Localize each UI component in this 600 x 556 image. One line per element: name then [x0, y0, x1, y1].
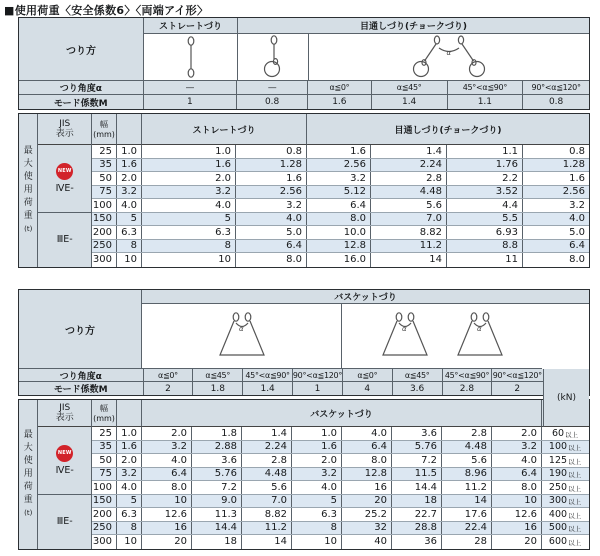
load-value-cell: 22.4 [442, 522, 492, 535]
mode-value-cell: 2.8 [443, 382, 493, 395]
mode-value-cell: 0.8 [237, 95, 308, 109]
capacity-cell: 4.0 [117, 199, 142, 212]
load-value-cell: 4.0 [142, 454, 192, 467]
load-value-cell: 2.0 [292, 454, 342, 467]
table1-rows [92, 145, 589, 267]
load-value-cell: 1.4 [371, 145, 447, 158]
angle-value-cell: α≦45° [393, 369, 443, 382]
load-value-cell: 10.0 [307, 226, 371, 239]
svg-text:α: α [401, 325, 407, 333]
load-value-cell: 4.0 [492, 454, 542, 467]
load-value-cell: 2.24 [371, 159, 447, 172]
load-value-cell: 1.6 [236, 172, 307, 185]
load-value-cell: 8.0 [142, 481, 192, 494]
width-cell: 300 [92, 253, 117, 267]
choke-sling-pair-icon [394, 35, 504, 79]
load-value-cell: 12.8 [307, 240, 371, 253]
new-badge: NEW [56, 163, 73, 180]
capacity-header-blank [117, 400, 142, 427]
jis-class-iv: NEW ⅣE- [38, 145, 91, 213]
load-value-cell: 2.2 [447, 172, 523, 185]
angle-row [19, 369, 589, 382]
table2-body-block [18, 399, 590, 550]
table1-body-block [18, 113, 590, 268]
angle-value-cell: 90°<α≦120° [523, 81, 589, 95]
load-value-cell: 5.0 [569, 226, 585, 238]
load-value-cell: 10 [492, 495, 542, 508]
angle-value-cell: α≦0° [343, 369, 393, 382]
load-value-cell: 2.24 [242, 441, 292, 454]
load-value-cell: 11.2 [371, 240, 447, 253]
mode-value-cell: 1.1 [448, 95, 524, 109]
load-value-cell: 12.8 [342, 468, 392, 481]
choke-sling-icon [258, 35, 288, 79]
load-value-cell: 10 [142, 495, 192, 508]
width-cell: 75 [92, 186, 117, 199]
mode-row [19, 382, 589, 395]
load-value-cell: 20 [142, 535, 192, 549]
capacity-cell: 1.0 [117, 145, 142, 158]
load-value-cell: 14.4 [392, 481, 442, 494]
load-value-cell: 8 [292, 522, 342, 535]
load-value-cell: 3.6 [392, 427, 442, 440]
load-value-cell: 14 [242, 535, 292, 549]
choke-column-header: 目通しづり(チョークづり) [238, 18, 589, 34]
angle-value-cell: ― [144, 81, 238, 95]
load-value-cell: 8.8 [447, 240, 523, 253]
capacity-header-blank [117, 114, 142, 145]
kn-value-cell: 190 以上 [548, 468, 582, 480]
load-value-cell: 6.4 [492, 468, 542, 481]
load-value-cell: 2.56 [307, 159, 371, 172]
table-row [92, 145, 589, 159]
load-value-cell: 16.0 [307, 253, 371, 267]
mode-row [19, 95, 589, 109]
load-value-cell: 18 [192, 535, 242, 549]
angle-header: つり角度α [19, 81, 144, 95]
table-row [92, 240, 589, 254]
jis-class-iii: ⅢE- [56, 234, 73, 245]
load-value-cell: 1.4 [242, 427, 292, 440]
capacity-cell: 2.0 [117, 454, 142, 467]
page-title: ■使用荷重〈安全係数6〉〈両端アイ形〉 [4, 4, 209, 17]
load-value-cell: 3.2 [142, 186, 236, 199]
load-value-cell: 6.93 [447, 226, 523, 239]
jis-display-header: JIS 表示 [38, 400, 91, 427]
angle-value-cell: 90°<α≦120° [492, 369, 542, 382]
load-value-cell: 18 [392, 495, 442, 508]
table1-body-header [92, 114, 589, 145]
capacity-cell: 1.6 [117, 159, 142, 172]
mode-value-cell: 1.8 [193, 382, 243, 395]
table-row [92, 186, 589, 200]
mode-value-cell: 2 [492, 382, 542, 395]
width-cell: 100 [92, 481, 117, 494]
table2-header-block [18, 289, 590, 396]
load-value-cell: 10 [142, 253, 236, 267]
basket-pair-cell [342, 304, 542, 369]
load-value-cell: 14 [442, 495, 492, 508]
load-value-cell: 0.8 [236, 145, 307, 158]
straight-sling-icon [181, 36, 201, 78]
load-value-cell: 8.0 [342, 454, 392, 467]
basket-sling-pair-icon [375, 311, 510, 361]
load-value-cell: 3.2 [307, 172, 371, 185]
capacity-cell: 3.2 [117, 468, 142, 481]
load-value-cell: 1.1 [447, 145, 523, 158]
angle-value-cell: 90°<α≦120° [293, 369, 343, 382]
jis-class-iii: ⅢE- [56, 516, 73, 527]
load-value-cell: 8.82 [371, 226, 447, 239]
load-value-cell: 5.12 [307, 186, 371, 199]
capacity-cell: 6.3 [117, 508, 142, 521]
load-value-cell: 1.28 [236, 159, 307, 172]
load-value-cell: 8.0 [492, 481, 542, 494]
load-value-cell: 1.8 [192, 427, 242, 440]
load-value-cell: 7.0 [242, 495, 292, 508]
jis-display-header: JIS 表示 [38, 114, 91, 145]
mode-value-cell: 2 [144, 382, 194, 395]
mode-value-cell: 1.4 [243, 382, 293, 395]
load-value-cell: 4.0 [569, 213, 585, 225]
capacity-cell: 5 [117, 495, 142, 508]
load-value-cell: 2.8 [442, 427, 492, 440]
width-cell: 150 [92, 495, 117, 508]
angle-row [19, 81, 589, 95]
load-value-cell: 11.2 [242, 522, 292, 535]
load-value-cell: 5 [292, 495, 342, 508]
load-value-cell: 3.2 [569, 199, 585, 211]
load-value-cell: 6.3 [142, 226, 236, 239]
width-header: 幅(mm) [92, 114, 117, 145]
width-cell: 50 [92, 172, 117, 185]
load-value-cell: 4.0 [236, 213, 307, 226]
load-value-cell: 1.6 [142, 159, 236, 172]
straight-sling-cell [144, 34, 238, 81]
choke-group-header: 目通しづり(チョークづり) [307, 114, 589, 145]
capacity-cell: 3.2 [117, 186, 142, 199]
load-value-cell: 7.2 [392, 454, 442, 467]
load-value-cell: 5.6 [371, 199, 447, 212]
load-value-cell: 10 [292, 535, 342, 549]
kn-value-cell: 300 以上 [548, 495, 582, 507]
svg-text:α: α [476, 325, 482, 333]
width-cell: 200 [92, 226, 117, 239]
angle-value-cell: α≦45° [193, 369, 243, 382]
load-value-cell: 2.56 [562, 186, 585, 198]
load-value-cell: 6.4 [569, 240, 585, 252]
table-row [92, 535, 589, 549]
table-row [92, 508, 589, 522]
table-row [92, 495, 589, 509]
load-value-cell: 5.6 [442, 454, 492, 467]
table-row [92, 253, 589, 267]
load-value-cell: 1.6 [569, 172, 585, 184]
svg-text:α: α [238, 325, 244, 333]
load-value-cell: 4.0 [342, 427, 392, 440]
load-value-cell: 6.4 [307, 199, 371, 212]
capacity-cell: 8 [117, 522, 142, 535]
basket-column-header: バスケットづり [142, 290, 589, 304]
angle-header: つり角度α [19, 369, 144, 382]
width-cell: 25 [92, 145, 117, 158]
load-value-cell: 8.0 [236, 253, 307, 267]
load-value-cell: 5.76 [192, 468, 242, 481]
load-value-cell: 8.82 [242, 508, 292, 521]
width-cell: 300 [92, 535, 117, 549]
angle-value-cell: 45°<α≦90° [448, 81, 524, 95]
capacity-cell: 4.0 [117, 481, 142, 494]
width-cell: 25 [92, 427, 117, 440]
load-value-cell: 20 [342, 495, 392, 508]
load-value-cell: 6.3 [292, 508, 342, 521]
table1-header-block [18, 17, 590, 110]
angle-value-cell: ― [237, 81, 308, 95]
load-value-cell: 36 [392, 535, 442, 549]
load-table-basket [18, 289, 590, 550]
angle-value-cell: α≦45° [372, 81, 448, 95]
width-cell: 75 [92, 468, 117, 481]
load-value-cell: 8 [142, 240, 236, 253]
load-value-cell: 8.0 [307, 213, 371, 226]
load-table-straight-choke [18, 17, 590, 268]
hanging-method-label: つり方 [19, 290, 142, 369]
capacity-cell: 1.0 [117, 427, 142, 440]
load-value-cell: 2.56 [236, 186, 307, 199]
load-value-cell: 5.0 [236, 226, 307, 239]
hanging-method-label: つり方 [19, 18, 144, 81]
mode-value-cell: 1.4 [372, 95, 448, 109]
load-value-cell: 4.4 [447, 199, 523, 212]
mode-value-cell: 1 [293, 382, 343, 395]
table2-body-header [92, 400, 589, 427]
load-value-cell: 25.2 [342, 508, 392, 521]
load-value-cell: 28 [442, 535, 492, 549]
load-value-cell: 7.2 [192, 481, 242, 494]
load-value-cell: 22.7 [392, 508, 442, 521]
load-value-cell: 14.4 [192, 522, 242, 535]
angle-value-cell: α≦0° [144, 369, 194, 382]
straight-group-header: ストレートづり [142, 114, 307, 145]
new-badge: NEW [56, 445, 73, 462]
kn-value-cell: 600 以上 [548, 536, 582, 548]
table-row [92, 172, 589, 186]
table-row [92, 441, 589, 455]
load-value-cell: 5.5 [447, 213, 523, 226]
load-value-cell: 4.48 [242, 468, 292, 481]
load-value-cell: 16 [342, 481, 392, 494]
width-cell: 250 [92, 240, 117, 253]
width-cell: 150 [92, 213, 117, 226]
kn-value-cell: 125 以上 [548, 454, 582, 466]
table-row [92, 199, 589, 213]
basket-kn-spacer [542, 304, 589, 369]
load-value-cell: 8.0 [569, 254, 585, 266]
angle-value-cell: α≦0° [308, 81, 372, 95]
capacity-cell: 5 [117, 213, 142, 226]
kn-value-cell: 400 以上 [548, 508, 582, 520]
capacity-cell: 1.6 [117, 441, 142, 454]
load-value-cell: 3.2 [142, 441, 192, 454]
load-value-cell: 2.8 [371, 172, 447, 185]
load-value-cell: 11 [447, 253, 523, 267]
width-cell: 200 [92, 508, 117, 521]
width-cell: 250 [92, 522, 117, 535]
kn-value-cell: 100 以上 [548, 441, 582, 453]
basket-single-cell [142, 304, 342, 369]
capacity-cell: 8 [117, 240, 142, 253]
width-cell: 50 [92, 454, 117, 467]
mode-value-cell: 4 [343, 382, 393, 395]
jis-column [38, 114, 92, 267]
load-value-cell: 3.6 [192, 454, 242, 467]
load-value-cell: 16 [492, 522, 542, 535]
load-value-cell: 3.2 [292, 468, 342, 481]
load-value-cell: 2.0 [142, 427, 192, 440]
jis-class-iv: NEW ⅣE- [38, 427, 91, 495]
angle-value-cell: 45°<α≦90° [443, 369, 493, 382]
load-value-cell: 1.0 [292, 427, 342, 440]
table-row [92, 213, 589, 227]
load-value-cell: 16 [142, 522, 192, 535]
load-value-cell: 6.4 [142, 468, 192, 481]
load-value-cell: 12.6 [142, 508, 192, 521]
load-value-cell: 9.0 [192, 495, 242, 508]
load-value-cell: 4.48 [371, 186, 447, 199]
mode-value-cell: 1.6 [308, 95, 372, 109]
width-cell: 35 [92, 159, 117, 172]
table-row [92, 226, 589, 240]
kn-value-cell: 500 以上 [548, 522, 582, 534]
basket-group-header: バスケットづり [142, 400, 542, 427]
load-value-cell: 4.0 [142, 199, 236, 212]
max-load-vertical-label: 最 大 使 用 荷 重 (t) [19, 400, 38, 549]
load-value-cell: 5 [142, 213, 236, 226]
load-value-cell: 11.2 [442, 481, 492, 494]
load-value-cell: 3.2 [236, 199, 307, 212]
load-value-cell: 2.88 [192, 441, 242, 454]
load-value-cell: 8.96 [442, 468, 492, 481]
mode-header: モード係数M [19, 95, 144, 109]
basket-sling-icon [212, 311, 272, 361]
load-value-cell: 1.76 [447, 159, 523, 172]
load-value-cell: 11.5 [392, 468, 442, 481]
straight-column-header: ストレートづり [144, 18, 238, 34]
capacity-cell: 2.0 [117, 172, 142, 185]
load-value-cell: 5.76 [392, 441, 442, 454]
load-value-cell: 28.8 [392, 522, 442, 535]
load-value-cell: 4.0 [292, 481, 342, 494]
kn-value-cell: 60 以上 [551, 427, 579, 439]
width-header: 幅(mm) [92, 400, 117, 427]
capacity-cell: 10 [117, 535, 142, 549]
load-value-cell: 1.28 [562, 159, 585, 171]
load-value-cell: 0.8 [569, 145, 585, 157]
load-value-cell: 17.6 [442, 508, 492, 521]
load-value-cell: 2.0 [492, 427, 542, 440]
load-value-cell: 32 [342, 522, 392, 535]
load-value-cell: 12.6 [492, 508, 542, 521]
max-load-vertical-label: 最 大 使 用 荷 重 (t) [19, 114, 38, 267]
load-value-cell: 4.48 [442, 441, 492, 454]
load-value-cell: 7.0 [371, 213, 447, 226]
table2-rows [92, 427, 589, 549]
capacity-cell: 10 [117, 253, 142, 267]
mode-value-cell: 3.6 [393, 382, 443, 395]
choke-sling-cell [238, 34, 309, 81]
load-value-cell: 6.4 [342, 441, 392, 454]
table-row [92, 159, 589, 173]
load-value-cell: 6.4 [236, 240, 307, 253]
load-value-cell: 1.6 [292, 441, 342, 454]
table-row [92, 522, 589, 536]
load-value-cell: 2.0 [142, 172, 236, 185]
mode-value-cell: 1 [144, 95, 238, 109]
load-value-cell: 5.6 [242, 481, 292, 494]
mode-value-cell: 0.8 [523, 95, 589, 109]
load-value-cell: 1.6 [307, 145, 371, 158]
kn-value-cell: 250 以上 [548, 481, 582, 493]
load-value-cell: 14 [371, 253, 447, 267]
table-row [92, 481, 589, 495]
load-value-cell: 1.0 [142, 145, 236, 158]
kn-unit-cell: (kN) [543, 369, 589, 427]
table-row [92, 454, 589, 468]
load-value-cell: 40 [342, 535, 392, 549]
width-cell: 35 [92, 441, 117, 454]
table-row [92, 427, 589, 441]
load-value-cell: 20 [492, 535, 542, 549]
width-cell: 100 [92, 199, 117, 212]
load-value-cell: 3.2 [492, 441, 542, 454]
jis-column [38, 400, 92, 549]
table-row [92, 468, 589, 482]
choke-pair-cell [309, 34, 589, 81]
capacity-cell: 6.3 [117, 226, 142, 239]
svg-text:α: α [446, 49, 452, 57]
mode-header: モード係数M [19, 382, 144, 395]
load-value-cell: 2.8 [242, 454, 292, 467]
angle-value-cell: 45°<α≦90° [243, 369, 293, 382]
load-value-cell: 3.52 [447, 186, 523, 199]
load-value-cell: 11.3 [192, 508, 242, 521]
